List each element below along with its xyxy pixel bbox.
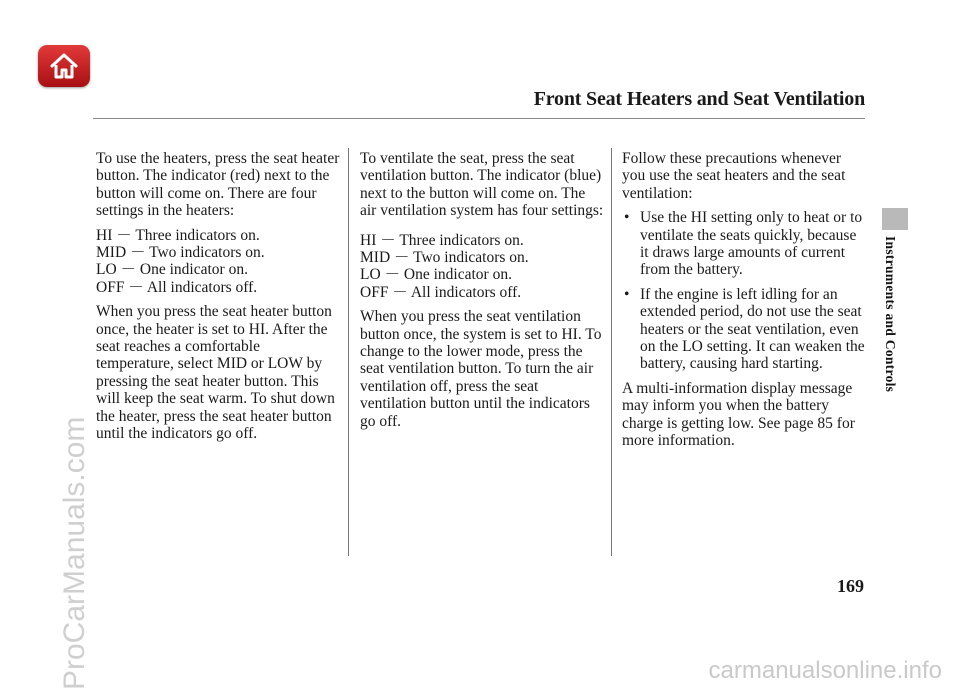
column-divider-1 — [348, 148, 349, 556]
heater-operation-text: When you press the seat heater button once, the heater is set to HI. After the seat reaches a comfortable temperature, select MID or LOW by pressing the seat heater button. This will keep the seat warm. To shut down the heater, press the seat heater button until the indicators go off. — [96, 303, 335, 443]
heater-column — [96, 150, 340, 450]
heater-intro: To use the heaters, press the seat heater button. The indicator (red) next to the button will come on. There are four settings in the heaters: — [96, 150, 340, 220]
section-tab[interactable] — [882, 208, 908, 230]
ventilation-setting-hi: HI － Three indicators on. — [360, 231, 524, 249]
home-icon — [49, 53, 79, 79]
bullet-icon: • — [624, 209, 630, 227]
precautions-intro: Follow these precautions whenever you use the seat heaters and the seat ventilation: — [622, 150, 846, 202]
heater-setting-lo: LO － One indicator on. — [96, 261, 248, 279]
precaution-text: If the engine is left idling for an extended period, do not use the seat heaters or the seat ventilation, even on the LO setting. It can weaken the battery, causing hard starting. — [640, 285, 865, 373]
precaution-item — [622, 286, 866, 373]
heater-settings — [96, 227, 340, 297]
home-button[interactable] — [38, 45, 90, 87]
ventilation-setting-off: OFF － All indicators off. — [360, 283, 522, 301]
header-divider — [93, 118, 865, 119]
precautions-column — [622, 150, 866, 457]
heater-setting-mid: MID － Two indicators on. — [96, 244, 265, 262]
heater-setting-off: OFF － All indicators off. — [96, 278, 258, 296]
bullet-icon: • — [624, 285, 630, 303]
ventilation-setting-mid: MID － Two indicators on. — [360, 249, 529, 267]
ventilation-column — [360, 150, 604, 437]
watermark-left: ProCarManuals.com — [58, 416, 91, 690]
ventilation-intro: To ventilate the seat, press the seat ventilation button. The indicator (blue) next to the button will come on. The air ventilation system has four settings: — [360, 150, 604, 220]
section-tab-label: Instruments and Controls — [883, 236, 898, 393]
ventilation-operation-text: When you press the seat ventilation button once, the system is set to HI. To change to the lower mode, press the seat ventilation button. To turn the air ventilation off, press the seat ventilation button until the indicators go off. — [360, 308, 602, 430]
ventilation-setting-lo: LO － One indicator on. — [360, 266, 512, 284]
heater-setting-hi: HI － Three indicators on. — [96, 226, 260, 244]
battery-message-text: A multi-information display message may inform you when the battery charge is getting low. See page 85 for more information. — [622, 379, 855, 450]
precaution-text: Use the HI setting only to heat or to ventilate the seats quickly, because it draws large amounts of current from the battery. — [640, 209, 863, 279]
ventilation-settings — [360, 232, 604, 302]
watermark-bottom: carmanualsonline.info — [708, 657, 942, 684]
column-divider-2 — [611, 148, 612, 556]
page-number: 169 — [837, 576, 864, 596]
page-title: Front Seat Heaters and Seat Ventilation — [533, 88, 865, 110]
precaution-item — [622, 209, 866, 279]
